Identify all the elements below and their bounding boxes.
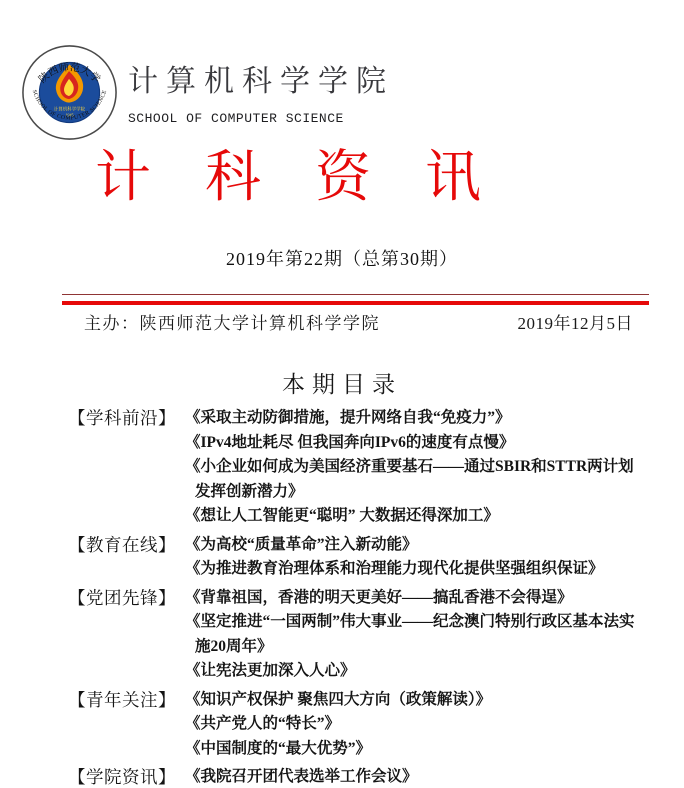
publication-date: 2019年12月5日 bbox=[517, 314, 633, 333]
newsletter-title: 计科资讯 bbox=[95, 147, 535, 209]
school-seal-logo bbox=[21, 44, 118, 141]
toc-section-label: 【学院资讯】 bbox=[68, 767, 176, 787]
toc-section-label: 【青年关注】 bbox=[68, 689, 176, 710]
organizer-text: 主办：陕西师范大学计算机科学学院 bbox=[84, 314, 380, 333]
seal-school-arc-text: SCHOOL OF COMPUTER SCIENCE bbox=[30, 89, 109, 122]
toc-item: 《想让人工智能更“聪明” 大数据还得深加工》 bbox=[185, 507, 499, 524]
issue-number: 2019年第22期（总第30期） bbox=[226, 249, 458, 269]
toc-section-label: 【教育在线】 bbox=[68, 534, 176, 555]
school-name-cn: 计算机科学学院 bbox=[128, 65, 394, 98]
toc-item: 《我院召开团代表选举工作会议》 bbox=[185, 768, 418, 785]
toc-section-items bbox=[185, 586, 640, 684]
header-text-block bbox=[128, 56, 394, 126]
seal-inner-year: 1945 bbox=[65, 112, 74, 118]
toc-section-label: 【党团先锋】 bbox=[68, 587, 176, 608]
toc-item: 《让宪法更加深入人心》 bbox=[185, 662, 356, 679]
toc-item: 《共产党人的“特长”》 bbox=[185, 715, 341, 732]
toc-item: 《中国制度的“最大优势”》 bbox=[185, 739, 372, 757]
toc-section-youth bbox=[68, 688, 640, 762]
toc-item: 《IPv4地址耗尽 但我国奔向IPv6的速度有点慢》 bbox=[185, 433, 515, 451]
toc-section-college-news bbox=[68, 765, 640, 788]
school-name-en: SCHOOL OF COMPUTER SCIENCE bbox=[128, 111, 344, 126]
toc-item: 《小企业如何成为美国经济重要基石——通过SBIR和STTR两计划发挥创新潜力》 bbox=[185, 458, 634, 500]
toc-section-items bbox=[185, 765, 640, 788]
toc-item: 《知识产权保护 聚焦四大方向（政策解读）》 bbox=[185, 690, 492, 708]
toc-section-items bbox=[185, 688, 640, 762]
seal-university-arc-text: 陕西师范大学 bbox=[37, 62, 102, 86]
toc-section-label: 【学科前沿】 bbox=[68, 408, 176, 428]
toc-section-education bbox=[68, 533, 640, 582]
header-rule-thick bbox=[62, 301, 649, 305]
toc-item: 《为推进教育治理体系和治理能力现代化提供坚强组织保证》 bbox=[185, 560, 604, 577]
toc-list bbox=[68, 406, 640, 788]
toc-item: 《为高校“质量革命”注入新动能》 bbox=[185, 535, 418, 553]
toc-section-party bbox=[68, 586, 640, 684]
toc-item: 《坚定推进“一国两制”伟大事业——纪念澳门特别行政区基本法实施20周年》 bbox=[185, 613, 635, 655]
toc-item: 《背靠祖国，香港的明天更美好——搞乱香港不会得逞》 bbox=[185, 588, 573, 606]
toc-item: 《采取主动防御措施，提升网络自我“免疫力”》 bbox=[185, 409, 511, 426]
toc-section-items bbox=[185, 533, 640, 582]
header-rule-thin bbox=[62, 294, 649, 295]
toc-section-items bbox=[185, 406, 640, 529]
toc-title: 本期目录 bbox=[282, 372, 402, 397]
seal-inner-name: 计算机科学学院 bbox=[53, 106, 86, 112]
toc-section-frontier bbox=[68, 406, 640, 529]
publication-info-row bbox=[62, 309, 649, 334]
